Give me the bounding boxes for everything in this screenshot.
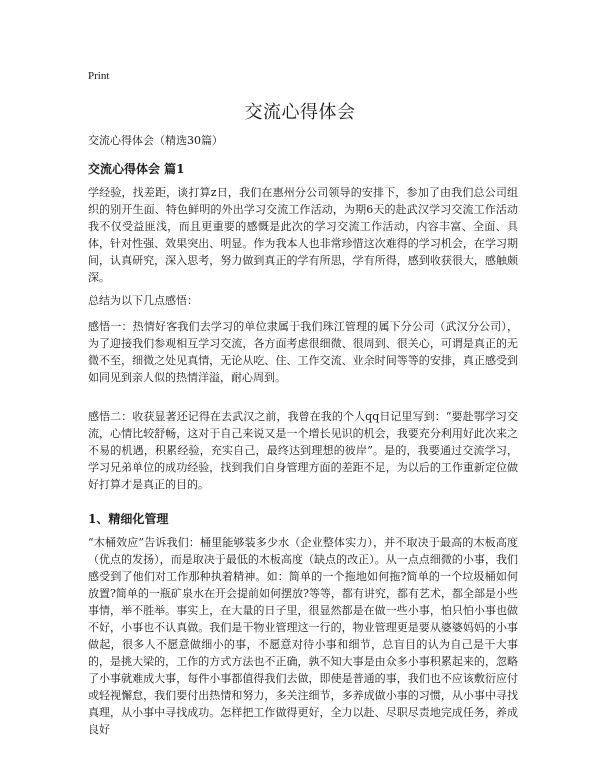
section-heading-2: 1、精细化管理 [88,512,169,526]
paragraph-2: 总结为以下几点感悟： [88,294,198,307]
paragraph-5: “木桶效应”告诉我们：桶里能够装多少水（企业整体实力），并不取决于最高的木板高度（优点的发扬），而是取决于最低的木板高度（缺点的改正）。从一点点细微的小事，我们感受到了他们对工作那种执着精神。如：简单的一个拖地如何拖?简单的一个垃圾桶如何放置?简单的一瓶矿泉水在开会提前如何摆放?等等，都有讲究，都有艺术，都全部是小些事情，举不胜举。事实上，在大量的日子里，很显然都是在做一些小事，怕只怕小事也做不好，小事也不认真做。我们是干物业管理这一行的，物业管理更是要从婆婆妈妈的小事做起，很多人不愿意做细小的事，不愿意对待小事和细节，总盲目的认为自己是干大事的，是挑大梁的，工作的方式方法也不正确，孰不知大事是由众多小事积累起来的，忽略了小事就难成大事，每件小事都值得我们去做，即使是普通的事，我们也不应该敷衍应付或轻视懈怠，我们要付出热情和努力，多关注细节，多养成做小事的习惯，从小事中寻找真理，从小事中寻找成功。怎样把工作做得更好，全力以赴、尽职尽责地完成任务，养成良好 [88,536,518,736]
paragraph-3: 感悟一：热情好客我们去学习的单位隶属于我们珠江管理的属下分公司（武汉分公司），为了迎接我们参观相互学习交流，各方面考虑很细微、很周到、很关心，可谓是真正的无微不至，细微之处见真情，无论从吃、住、工作交流、业余时间等等的安排，真正感受到如同见到亲人似的热情洋溢，耐心周到。 [88,320,518,384]
paragraph-4: 感悟二：收获显著还记得在去武汉之前，我曾在我的个人qq日记里写到：“要赴鄂学习交流，心情比较舒畅，这对于自己来说又是一个增长见识的机会，我要充分利用好此次来之不易的机遇，积累经验，充实自己，最终达到理想的彼岸”。是的，我要通过交流学习，学习兄弟单位的成功经验，找到我们自身管理方面的差距不足，为以后的工作重新定位做好打算才是真正的目的。 [88,410,518,491]
document-subtitle: 交流心得体会（精选30篇） [88,134,223,147]
document-title: 交流心得体会 [244,102,356,123]
print-label[interactable]: Print [88,70,110,82]
section-heading-1: 交流心得体会 篇1 [88,162,185,176]
paragraph-1: 学经验，找差距，谈打算z日，我们在惠州分公司领导的安排下，参加了由我们总公司组织的别开生面、特色鲜明的外出学习交流工作活动，为期6天的赴武汉学习交流工作活动我不仅受益匪浅，而且更重要的感慨是此次的学习交流工作活动，内容丰富、全面、具体，针对性强、效果突出、明显。作为我本人也非常珍惜这次难得的学习机会，在学习期间，认真研究，深入思考，努力做到真正的学有所思，学有所得，感到收获很大，感触颇深。 [88,186,518,284]
